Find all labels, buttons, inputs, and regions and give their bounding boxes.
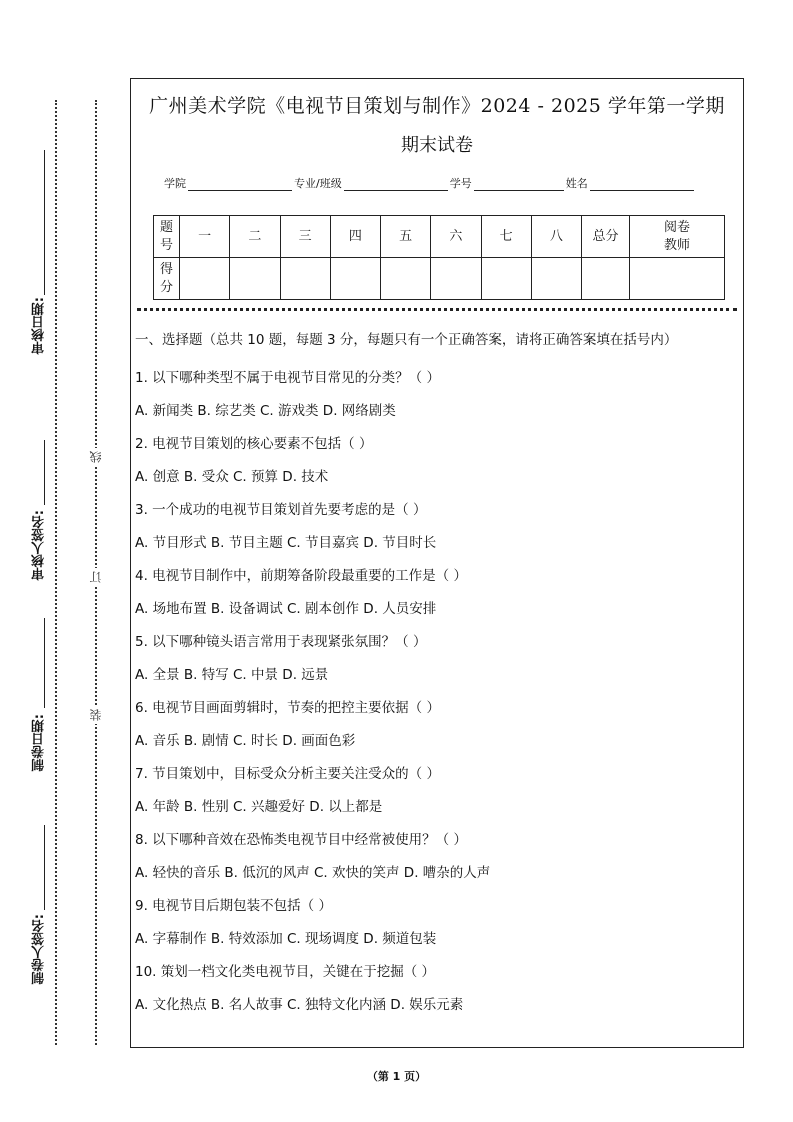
score-header: 得 分	[154, 258, 180, 300]
section-heading: 一、选择题（总共 10 题，每题 3 分，每题只有一个正确答案，请将正确答案填在括号内）	[135, 332, 678, 348]
question-8-options: A. 轻快的音乐 B. 低沉的风声 C. 欢快的笑声 D. 嘈杂的人声	[135, 865, 491, 881]
major-class-field[interactable]	[344, 178, 448, 191]
question-2-options: A. 创意 B. 受众 C. 预算 D. 技术	[135, 469, 329, 485]
col-6: 六	[431, 216, 481, 258]
col-1: 一	[180, 216, 230, 258]
score-cell[interactable]	[230, 258, 280, 300]
student-id-label: 学号	[449, 177, 472, 190]
col-3: 三	[280, 216, 330, 258]
question-7: 7. 节目策划中，目标受众分析主要关注受众的（ ）	[135, 766, 440, 782]
question-6-options: A. 音乐 B. 剧情 C. 时长 D. 画面色彩	[135, 733, 356, 749]
score-cell[interactable]	[531, 258, 581, 300]
col-7: 七	[481, 216, 531, 258]
student-id-field[interactable]	[474, 178, 564, 191]
major-class-label: 专业/班级	[294, 177, 342, 190]
question-3-options: A. 节目形式 B. 节目主题 C. 节目嘉宾 D. 节目时长	[135, 535, 437, 551]
paper-maker-signature-line	[44, 825, 45, 910]
question-number-header: 题 号	[154, 216, 180, 258]
col-4: 四	[330, 216, 380, 258]
score-cell[interactable]	[280, 258, 330, 300]
question-3: 3. 一个成功的电视节目策划首先要考虑的是（ ）	[135, 502, 427, 518]
total-score-cell[interactable]	[582, 258, 630, 300]
question-7-options: A. 年龄 B. 性别 C. 兴趣爱好 D. 以上都是	[135, 799, 383, 815]
paper-date-label: 制卷日期:	[32, 714, 47, 772]
paper-maker-signature-label: 制卷人签名:	[32, 914, 47, 985]
question-section	[135, 329, 737, 1022]
col-2: 二	[230, 216, 280, 258]
score-cell[interactable]	[431, 258, 481, 300]
reviewer-signature-label: 审核人签名:	[32, 510, 47, 581]
review-date-label: 审核日期:	[32, 297, 47, 355]
score-cell[interactable]	[330, 258, 380, 300]
question-6: 6. 电视节目画面剪辑时，节奏的把控主要依据（ ）	[135, 700, 440, 716]
binder-line-mark: 线	[87, 448, 104, 466]
score-table-header-row	[154, 216, 725, 258]
question-9: 9. 电视节目后期包装不包括（ ）	[135, 898, 332, 914]
exam-frame	[130, 78, 744, 1048]
question-1-options: A. 新闻类 B. 综艺类 C. 游戏类 D. 网络剧类	[135, 403, 396, 419]
score-table	[153, 215, 725, 300]
dotted-cut-line-outer	[55, 100, 57, 1045]
question-1: 1. 以下哪种类型不属于电视节目常见的分类？（ ）	[135, 370, 440, 386]
col-5: 五	[381, 216, 431, 258]
question-5: 5. 以下哪种镜头语言常用于表现紧张氛围？（ ）	[135, 634, 427, 650]
score-table-score-row	[154, 258, 725, 300]
question-8: 8. 以下哪种音效在恐怖类电视节目中经常被使用？（ ）	[135, 832, 467, 848]
reviewer-signature-line	[44, 440, 45, 505]
question-9-options: A. 字幕制作 B. 特效添加 C. 现场调度 D. 频道包装	[135, 931, 437, 947]
binder-staple-mark: 订	[87, 568, 104, 586]
college-label: 学院	[164, 177, 186, 190]
review-date-line	[44, 150, 45, 295]
page-number: （第 1 页）	[366, 1070, 427, 1083]
question-2: 2. 电视节目策划的核心要素不包括（ ）	[135, 436, 373, 452]
question-5-options: A. 全景 B. 特写 C. 中景 D. 远景	[135, 667, 329, 683]
exam-subtitle: 期末试卷	[401, 135, 473, 156]
score-cell[interactable]	[381, 258, 431, 300]
paper-date-line	[44, 618, 45, 708]
col-grader: 阅卷 教师	[630, 216, 725, 258]
question-10-options: A. 文化热点 B. 名人故事 C. 独特文化内涵 D. 娱乐元素	[135, 997, 464, 1013]
grader-cell[interactable]	[630, 258, 725, 300]
binding-margin	[0, 0, 130, 1122]
col-8: 八	[531, 216, 581, 258]
name-label: 姓名	[565, 177, 588, 190]
dotted-separator	[137, 308, 737, 311]
question-10: 10. 策划一档文化类电视节目，关键在于挖掘（ ）	[135, 964, 436, 980]
student-info-row	[164, 175, 696, 191]
question-4-options: A. 场地布置 B. 设备调试 C. 剧本创作 D. 人员安排	[135, 601, 437, 617]
score-cell[interactable]	[481, 258, 531, 300]
college-field[interactable]	[188, 178, 292, 191]
exam-title: 广州美术学院《电视节目策划与制作》2024 - 2025 学年第一学期	[149, 95, 725, 117]
col-total: 总分	[582, 216, 630, 258]
binder-bind-mark: 装	[87, 706, 104, 724]
question-4: 4. 电视节目制作中，前期筹备阶段最重要的工作是（ ）	[135, 568, 467, 584]
name-field[interactable]	[590, 178, 694, 191]
score-cell[interactable]	[180, 258, 230, 300]
